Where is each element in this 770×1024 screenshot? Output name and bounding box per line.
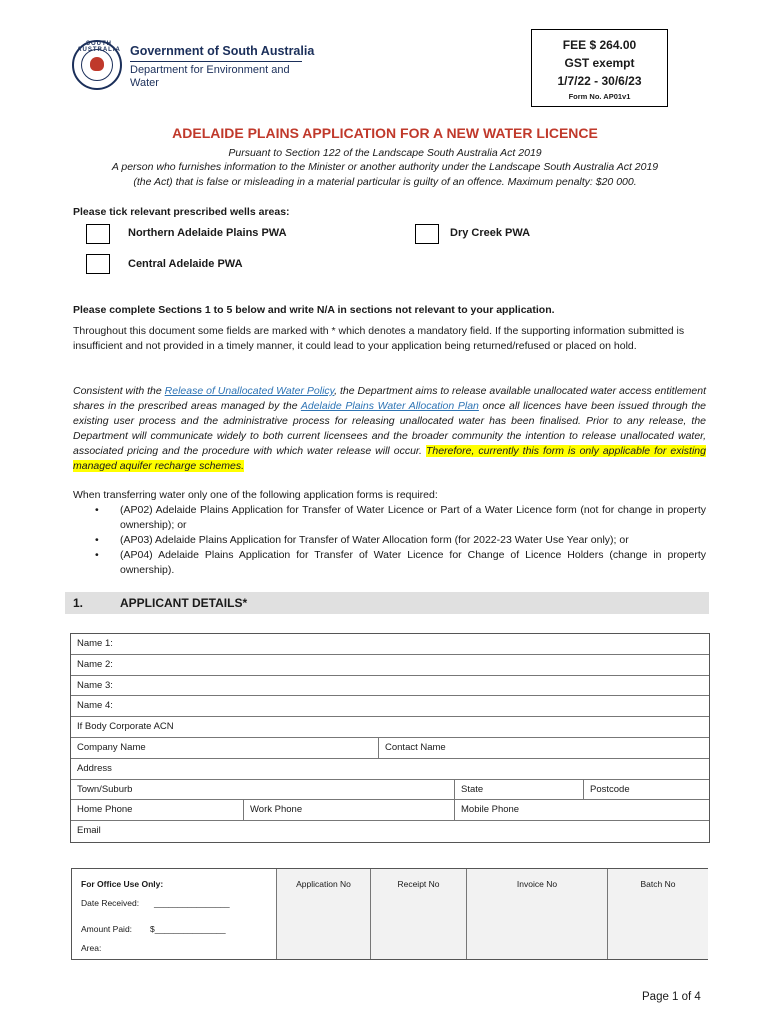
- label-dry-creek: Dry Creek PWA: [450, 227, 531, 239]
- label-central-adelaide: Central Adelaide PWA: [128, 258, 243, 270]
- mandatory-note: Throughout this document some fields are marked with * which denotes a mandatory field. If the supporting information submitted is insufficient and not provided in a timely manner, it could lead to your application being returned/refused or placed on hold.: [73, 325, 685, 352]
- name-1-field[interactable]: Name 1:: [77, 638, 113, 649]
- subtitle-line-3: (the Act) that is false or misleading in a material particular is guilty of an offence. Maximum penalty: $20 000.: [133, 176, 637, 188]
- table-row: [71, 717, 709, 738]
- table-row: [71, 780, 709, 801]
- complete-instruction: Please complete Sections 1 to 5 below and write N/A in sections not relevant to your application.: [73, 304, 555, 316]
- list-item: • (AP02) Adelaide Plains Application for Transfer of Water Licence or Part of a Water Licence form (not for change in property ownership); or: [73, 503, 706, 533]
- acn-field[interactable]: If Body Corporate ACN: [77, 721, 174, 733]
- table-row: [71, 759, 709, 780]
- receipt-no-column[interactable]: [370, 869, 466, 959]
- water-allocation-plan-link[interactable]: Adelaide Plains Water Allocation Plan: [300, 400, 479, 412]
- name-2-field[interactable]: Name 2:: [77, 658, 113, 670]
- date-received-label: Date Received:: [81, 898, 140, 908]
- column-header: Application No: [296, 879, 351, 889]
- amount-paid-label: Amount Paid:: [81, 924, 133, 934]
- highlighted-notice: Therefore, currently this form is only applicable for existing managed aquifer recharge schemes.: [73, 445, 706, 472]
- amount-paid-line[interactable]: $_______________: [150, 924, 226, 934]
- wells-prompt: Please tick relevant prescribed wells areas:: [73, 206, 290, 218]
- list-item: • (AP04) Adelaide Plains Application for Transfer of Water Licence for Change of Licence Holders (change in property ownership).: [73, 548, 706, 578]
- mobile-phone-field[interactable]: Mobile Phone: [454, 800, 711, 820]
- application-no-column[interactable]: [276, 869, 370, 959]
- column-header: Batch No: [640, 879, 676, 889]
- checkbox-central-adelaide[interactable]: [86, 254, 110, 274]
- fee-amount: FEE $ 264.00: [562, 38, 637, 52]
- work-phone-field[interactable]: Work Phone: [243, 800, 454, 820]
- table-row: [71, 676, 709, 697]
- transfer-intro: When transferring water only one of the following application forms is required:: [73, 489, 438, 501]
- policy-paragraph: Consistent with the Release of Unallocated Water Policy, the Department aims to release available unallocated water access entitlement shares in the prescribed areas managed by the Adelaide Plains Water Allocation Plan once all licences have been issued through the existing user process and the administrative process for releasing unallocated water has been finalised. Prior to any release, the Department will communicate widely to both current licensees and the broader community the intention to release unallocated water, associated pricing and the procedure with which water release will occur. Therefore, currently this form is only applicable for existing managed aquifer recharge schemes.: [73, 385, 707, 472]
- column-header: Receipt No: [397, 879, 440, 889]
- email-field[interactable]: Email: [77, 825, 101, 837]
- government-name: Government of South Australia: [130, 44, 315, 58]
- fee-period: 1/7/22 - 30/6/23: [557, 74, 642, 88]
- state-field[interactable]: State: [454, 780, 583, 800]
- postcode-field[interactable]: Postcode: [583, 780, 711, 800]
- checkbox-northern-adelaide-plains[interactable]: [86, 224, 110, 244]
- table-row: [71, 696, 709, 717]
- date-received-line[interactable]: ________________: [154, 898, 230, 908]
- invoice-no-column[interactable]: [466, 869, 607, 959]
- subtitle-line-2: A person who furnishes information to the Minister or another authority under the Landscape South Australia Act 2019: [111, 161, 659, 173]
- name-3-field[interactable]: Name 3:: [77, 679, 113, 691]
- contact-name-field[interactable]: Contact Name: [378, 738, 711, 758]
- transfer-form-list: [73, 503, 706, 578]
- seal-text: SOUTH AUSTRALIA: [77, 41, 121, 53]
- office-use-details: [72, 869, 276, 959]
- section-title: APPLICANT DETAILS*: [120, 596, 248, 610]
- table-row: [71, 738, 709, 759]
- page-number: Page 1 of 4: [642, 991, 701, 1003]
- company-name-field[interactable]: Company Name: [77, 741, 146, 753]
- home-phone-field[interactable]: Home Phone: [77, 804, 133, 816]
- form-title: ADELAIDE PLAINS APPLICATION FOR A NEW WATER LICENCE: [172, 125, 598, 141]
- form-number: Form No. AP01v1: [568, 92, 631, 101]
- release-policy-link[interactable]: Release of Unallocated Water Policy: [164, 385, 335, 397]
- table-row: [71, 655, 709, 676]
- government-logo: [72, 40, 315, 92]
- applicant-details-table: [70, 633, 710, 843]
- label-northern-adelaide-plains: Northern Adelaide Plains PWA: [128, 227, 287, 239]
- table-row: [71, 821, 709, 842]
- address-field[interactable]: Address: [77, 762, 112, 774]
- fee-box: [531, 29, 668, 107]
- gst-status: GST exempt: [564, 56, 635, 70]
- column-header: Invoice No: [516, 879, 558, 889]
- table-row: [71, 800, 709, 821]
- subtitle-line-1: Pursuant to Section 122 of the Landscape South Australia Act 2019: [228, 147, 542, 159]
- department-name: Department for Environment and Water: [130, 64, 290, 89]
- office-use-heading: For Office Use Only:: [81, 879, 164, 889]
- list-item: • (AP03) Adelaide Plains Application for Transfer of Water Allocation form (for 2022-23 Water Use Year only); or: [73, 533, 706, 548]
- area-label: Area:: [81, 943, 102, 953]
- table-row: [71, 634, 709, 655]
- section-1-heading: [65, 592, 709, 614]
- batch-no-column[interactable]: [607, 869, 708, 959]
- office-use-table: [71, 868, 708, 960]
- town-suburb-field[interactable]: Town/Suburb: [77, 783, 133, 795]
- name-4-field[interactable]: Name 4:: [77, 700, 113, 712]
- checkbox-dry-creek[interactable]: [415, 224, 439, 244]
- state-seal-icon: [72, 40, 122, 90]
- section-number: 1.: [73, 596, 84, 610]
